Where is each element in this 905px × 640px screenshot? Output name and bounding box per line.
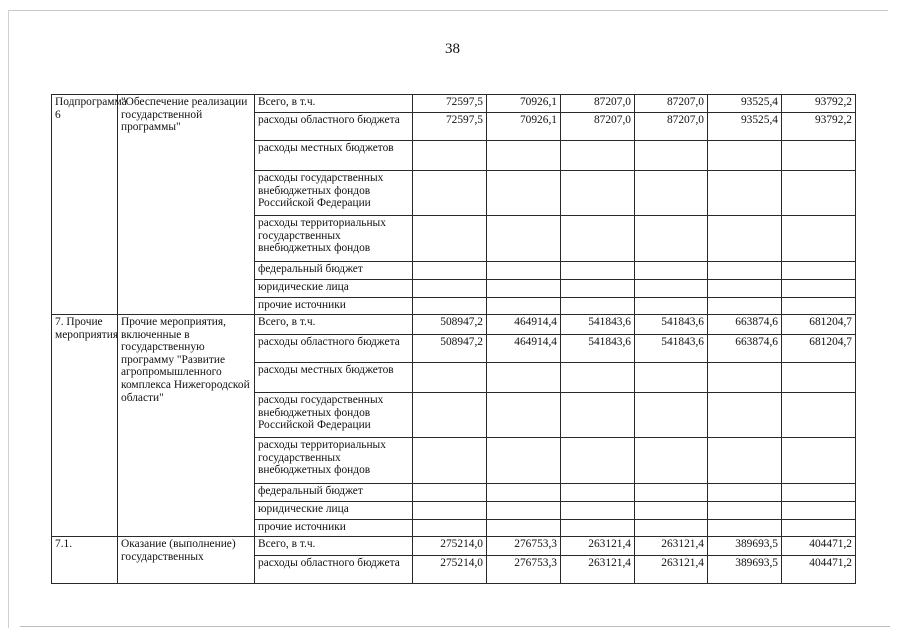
amount-cell <box>635 141 708 171</box>
amount-cell <box>708 363 782 393</box>
amount-cell <box>561 141 635 171</box>
amount-cell <box>708 141 782 171</box>
page-number: 38 <box>445 41 460 57</box>
funding-source-cell: Всего, в т.ч. <box>255 537 413 556</box>
amount-cell <box>782 502 856 520</box>
amount-cell: 275214,0 <box>413 537 487 556</box>
amount-cell <box>708 298 782 315</box>
funding-source-cell: расходы государственных внебюджетных фондов Российской Федерации <box>255 171 413 216</box>
amount-cell: 508947,2 <box>413 315 487 335</box>
amount-cell <box>487 141 561 171</box>
amount-cell <box>708 262 782 280</box>
amount-cell <box>413 363 487 393</box>
program-code-cell: 7. Прочие мероприятия <box>52 315 118 537</box>
budget-table <box>51 94 856 584</box>
amount-cell: 663874,6 <box>708 315 782 335</box>
amount-cell <box>782 216 856 262</box>
amount-cell: 663874,6 <box>708 335 782 363</box>
amount-cell <box>487 393 561 438</box>
amount-cell: 464914,4 <box>487 315 561 335</box>
funding-source-cell: Всего, в т.ч. <box>255 95 413 113</box>
amount-cell: 404471,2 <box>782 537 856 556</box>
amount-cell <box>561 171 635 216</box>
amount-cell <box>635 393 708 438</box>
funding-source-cell: расходы местных бюджетов <box>255 363 413 393</box>
table-row <box>52 537 856 556</box>
amount-cell <box>708 484 782 502</box>
amount-cell: 87207,0 <box>561 95 635 113</box>
amount-cell <box>561 262 635 280</box>
amount-cell <box>708 171 782 216</box>
amount-cell: 93525,4 <box>708 95 782 113</box>
amount-cell: 87207,0 <box>635 113 708 141</box>
funding-source-cell: федеральный бюджет <box>255 484 413 502</box>
amount-cell <box>635 363 708 393</box>
amount-cell: 93525,4 <box>708 113 782 141</box>
amount-cell: 263121,4 <box>635 537 708 556</box>
amount-cell <box>487 280 561 298</box>
amount-cell: 389693,5 <box>708 537 782 556</box>
funding-source-cell: расходы территориальных государственных внебюджетных фондов <box>255 216 413 262</box>
amount-cell <box>635 438 708 484</box>
amount-cell <box>782 262 856 280</box>
program-name-cell: "Обеспечение реализации государственной программы" <box>118 95 255 315</box>
amount-cell <box>413 216 487 262</box>
amount-cell <box>708 502 782 520</box>
funding-source-cell: федеральный бюджет <box>255 262 413 280</box>
amount-cell <box>487 216 561 262</box>
amount-cell <box>413 262 487 280</box>
amount-cell <box>561 393 635 438</box>
funding-source-cell: расходы областного бюджета <box>255 113 413 141</box>
amount-cell <box>487 262 561 280</box>
amount-cell <box>782 363 856 393</box>
amount-cell: 87207,0 <box>635 95 708 113</box>
funding-source-cell: расходы территориальных государственных внебюджетных фондов <box>255 438 413 484</box>
funding-source-cell: Всего, в т.ч. <box>255 315 413 335</box>
amount-cell <box>413 393 487 438</box>
amount-cell: 681204,7 <box>782 335 856 363</box>
amount-cell <box>635 280 708 298</box>
amount-cell: 263121,4 <box>635 556 708 584</box>
amount-cell: 276753,3 <box>487 556 561 584</box>
amount-cell: 87207,0 <box>561 113 635 141</box>
amount-cell <box>413 438 487 484</box>
amount-cell: 70926,1 <box>487 95 561 113</box>
amount-cell: 72597,5 <box>413 113 487 141</box>
amount-cell: 70926,1 <box>487 113 561 141</box>
amount-cell <box>561 280 635 298</box>
program-code-cell: 7.1. <box>52 537 118 584</box>
amount-cell: 508947,2 <box>413 335 487 363</box>
amount-cell <box>782 141 856 171</box>
amount-cell <box>413 520 487 537</box>
amount-cell <box>487 438 561 484</box>
amount-cell: 263121,4 <box>561 537 635 556</box>
amount-cell <box>561 363 635 393</box>
amount-cell <box>635 171 708 216</box>
amount-cell <box>487 171 561 216</box>
amount-cell <box>708 393 782 438</box>
funding-source-cell: юридические лица <box>255 502 413 520</box>
amount-cell <box>413 484 487 502</box>
amount-cell: 404471,2 <box>782 556 856 584</box>
amount-cell <box>782 484 856 502</box>
scan-edge-left <box>8 10 9 628</box>
amount-cell <box>561 502 635 520</box>
amount-cell <box>487 502 561 520</box>
amount-cell <box>561 484 635 502</box>
amount-cell: 541843,6 <box>635 315 708 335</box>
amount-cell <box>782 280 856 298</box>
amount-cell <box>782 520 856 537</box>
amount-cell <box>708 438 782 484</box>
amount-cell <box>413 171 487 216</box>
amount-cell <box>635 262 708 280</box>
amount-cell: 276753,3 <box>487 537 561 556</box>
amount-cell: 93792,2 <box>782 113 856 141</box>
program-code-cell: Подпрограмма 6 <box>52 95 118 315</box>
table-row <box>52 95 856 113</box>
amount-cell <box>487 484 561 502</box>
funding-source-cell: расходы местных бюджетов <box>255 141 413 171</box>
amount-cell: 681204,7 <box>782 315 856 335</box>
amount-cell <box>487 520 561 537</box>
funding-source-cell: прочие источники <box>255 520 413 537</box>
amount-cell: 541843,6 <box>635 335 708 363</box>
amount-cell <box>561 438 635 484</box>
amount-cell <box>413 280 487 298</box>
amount-cell: 541843,6 <box>561 315 635 335</box>
amount-cell <box>561 520 635 537</box>
amount-cell: 93792,2 <box>782 95 856 113</box>
amount-cell <box>782 393 856 438</box>
amount-cell: 263121,4 <box>561 556 635 584</box>
amount-cell <box>635 484 708 502</box>
amount-cell <box>708 520 782 537</box>
funding-source-cell: расходы областного бюджета <box>255 335 413 363</box>
amount-cell <box>413 141 487 171</box>
amount-cell <box>635 520 708 537</box>
scan-edge-bottom <box>20 626 890 627</box>
amount-cell <box>413 502 487 520</box>
scan-edge-top <box>8 10 888 11</box>
funding-source-cell: расходы областного бюджета <box>255 556 413 584</box>
amount-cell <box>635 216 708 262</box>
amount-cell <box>782 438 856 484</box>
program-name-cell: Оказание (выполнение) государственных <box>118 537 255 584</box>
amount-cell: 275214,0 <box>413 556 487 584</box>
table-row <box>52 315 856 335</box>
amount-cell <box>782 298 856 315</box>
amount-cell <box>635 502 708 520</box>
funding-source-cell: расходы государственных внебюджетных фондов Российской Федерации <box>255 393 413 438</box>
funding-source-cell: прочие источники <box>255 298 413 315</box>
amount-cell <box>487 363 561 393</box>
program-name-cell: Прочие мероприятия, включенные в государственную программу "Развитие агропромышленного комплекса Нижегородской области" <box>118 315 255 537</box>
funding-source-cell: юридические лица <box>255 280 413 298</box>
amount-cell: 541843,6 <box>561 335 635 363</box>
amount-cell <box>487 298 561 315</box>
amount-cell <box>708 280 782 298</box>
amount-cell <box>635 298 708 315</box>
amount-cell: 389693,5 <box>708 556 782 584</box>
amount-cell: 72597,5 <box>413 95 487 113</box>
amount-cell <box>561 298 635 315</box>
amount-cell <box>561 216 635 262</box>
amount-cell <box>708 216 782 262</box>
amount-cell: 464914,4 <box>487 335 561 363</box>
amount-cell <box>413 298 487 315</box>
amount-cell <box>782 171 856 216</box>
